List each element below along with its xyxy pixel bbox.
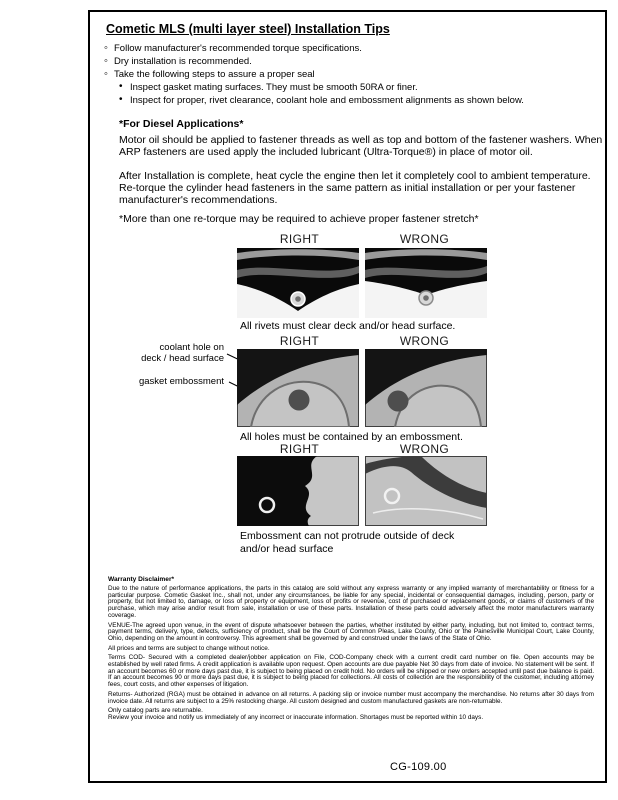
- gasket-embossment-callout: [120, 376, 224, 387]
- diagram1-caption: All rivets must clear deck and/or head surface.: [240, 320, 456, 332]
- warranty-paragraph-invoice: Review your invoice and notify us immediately of any incorrect or inaccurate information. Shortages must be reported within 10 days.: [108, 714, 484, 722]
- wrong-label: WRONG: [399, 442, 450, 456]
- diagram3-labels: [237, 442, 487, 456]
- embossment-protrusion-right-diagram: [237, 456, 359, 526]
- warranty-heading: Warranty Disclaimer*: [108, 576, 175, 583]
- diesel-paragraph-oil: Motor oil should be applied to fastener threads as well as top and bottom of the fastener washers. When ARP fasteners are used apply the included lubricant (Ultra-Torque®) in place of motor oil.: [119, 134, 603, 158]
- diesel-applications-heading: *For Diesel Applications*: [119, 118, 244, 130]
- diagram1-labels: [237, 232, 487, 246]
- warranty-paragraph-returns: Returns- Authorized (RGA) must be obtained in advance on all returns. A packing slip or invoice number must accompany the merchandise. No returns after 30 days from invoice date. All returns are subject to a 25% restocking charge. All custom designed and custom manufactured gaskets are non-returnable.: [108, 690, 594, 705]
- installation-tips-list: [102, 44, 597, 109]
- retorque-note: *More than one re-torque may be required to achieve proper fastener stretch*: [119, 213, 479, 225]
- page-border-frame: [88, 10, 607, 783]
- page-code: CG-109.00: [390, 761, 447, 773]
- rivet-clearance-wrong-diagram: [365, 248, 487, 318]
- right-label: RIGHT: [279, 334, 320, 348]
- diagram3-images: [237, 456, 487, 526]
- warranty-paragraph-terms: Terms COD- Secured with a completed dealer/jobber application on File, COD-Company check with a current credit card number on file. Open accounts may be established by well rated firms. A credit application is available upon request. Open accounts are due payable Net 30 days from date of invoice. No statement will be sent. If an account becomes 60 or more days past due, it is subject to being placed on credit hold. No orders will be shipped or new orders accepted until past due balance is paid. If an account becomes 90 or more days past due, it is subject to being placed for collections. All costs of collection are the responsibility of the customer, including attorney fees, court costs, and other expenses of litigation.: [108, 654, 594, 689]
- tip-item: ◦ Dry installation is recommended.: [102, 57, 597, 68]
- warranty-paragraph-catalog: Only catalog parts are returnable.: [108, 707, 203, 715]
- coolant-hole-callout-line1: coolant hole on: [159, 342, 224, 353]
- rivet-clearance-right-diagram: [237, 248, 359, 318]
- diagram1-images: [237, 248, 487, 318]
- warranty-disclaimer-section: [108, 576, 594, 722]
- embossment-containment-right-diagram: [237, 349, 359, 427]
- embossment-containment-wrong-diagram: [365, 349, 487, 427]
- tip-subitem: • Inspect gasket mating surfaces. They must be smooth 50RA or finer.: [102, 83, 597, 94]
- page-title: Cometic MLS (multi layer steel) Installation Tips: [106, 22, 390, 36]
- tip-item: ◦ Take the following steps to assure a proper seal: [102, 70, 597, 81]
- warranty-paragraph-venue: VENUE-The agreed upon venue, in the event of dispute whatsoever between the parties, whether instituted by either party, including, but not limited to, contract terms, payment terms, delivery, type, defects, sufficiency of product, shall be the Court of Common Pleas, Lake County, Ohio or the Painesville Municipal Court, Lake County, Ohio, depending on the amount in controversy. This agreement shall be governed by and construed under the laws of the State of Ohio.: [108, 621, 594, 642]
- wrong-label: WRONG: [399, 232, 450, 246]
- right-label: RIGHT: [279, 442, 320, 456]
- tip-subitem: • Inspect for proper, rivet clearance, coolant hole and embossment alignments as shown below.: [102, 96, 597, 107]
- diagram2-images: [237, 349, 487, 427]
- warranty-paragraph-prices: All prices and terms are subject to change without notice.: [108, 644, 270, 652]
- diagram3-caption-line2: and/or head surface: [240, 543, 334, 555]
- tip-item: ◦ Follow manufacturer's recommended torque specifications.: [102, 44, 597, 55]
- coolant-hole-callout: [120, 342, 224, 364]
- warranty-paragraph-liability: Due to the nature of performance applications, the parts in this catalog are sold without any express warranty or any implied warranty of merchantability or fitness for a particular purpose. Cometic Gasket Inc., shall not, under any circumstances, be liable for any special, incidental or consequential damages, including, person, party or property, but not limited to, damage, or loss of property or equipment, loss of profits or revenue, cost of purchased or replacement goods, or claims of customers of the purchase, which may arise and/or result from sale, installation or use of these parts. Installation of these parts could adversely affect the motor manufacturers warranty coverage.: [108, 585, 594, 619]
- diesel-paragraph-heat-cycle: After Installation is complete, heat cycle the engine then let it completely cool to ambient temperature. Re-torque the cylinder head fasteners in the same pattern as initial installation or per your fastener manufacturer's recommendations.: [119, 170, 591, 206]
- diagram3-caption-line1: Embossment can not protrude outside of deck: [240, 530, 455, 542]
- gasket-embossment-callout-label: gasket embossment: [138, 376, 224, 387]
- wrong-label: WRONG: [399, 334, 450, 348]
- diagram2-caption: All holes must be contained by an embossment.: [240, 431, 463, 443]
- right-label: RIGHT: [279, 232, 320, 246]
- embossment-protrusion-wrong-diagram: [365, 456, 487, 526]
- coolant-hole-callout-line2: deck / head surface: [141, 353, 224, 364]
